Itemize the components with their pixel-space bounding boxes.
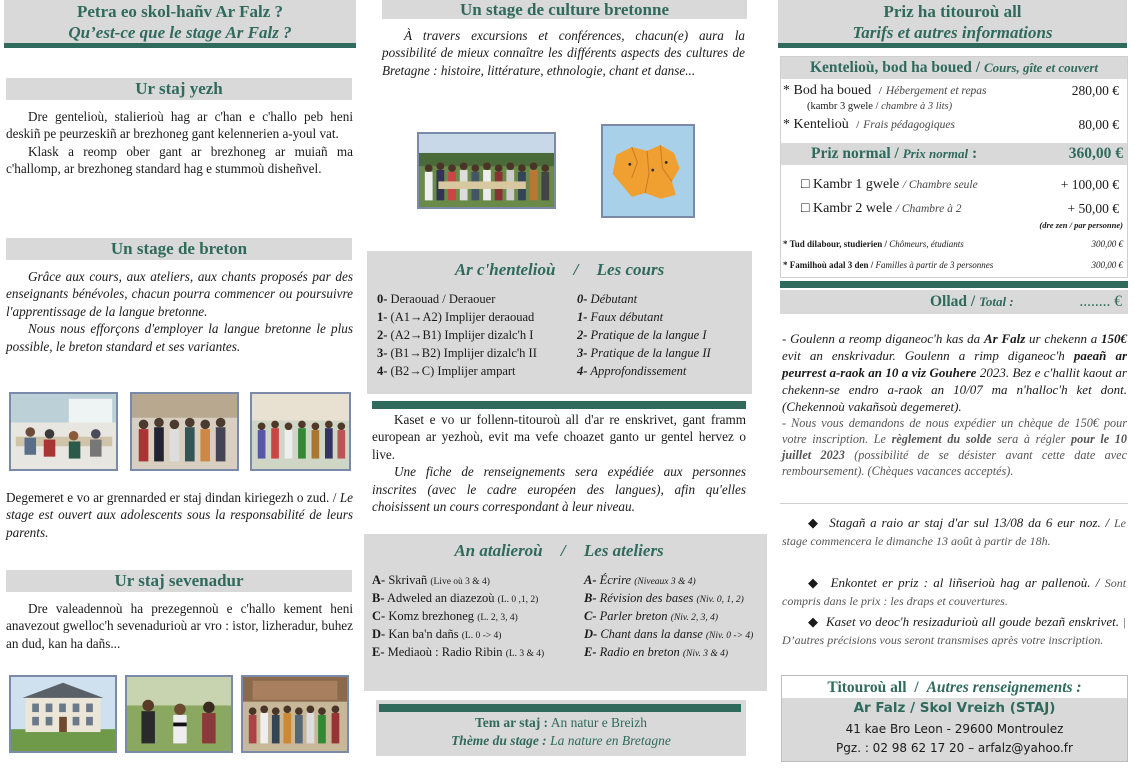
discount-unemployed	[783, 239, 964, 249]
payment-info	[782, 330, 1127, 479]
col2-header: Un stage de culture bretonne	[382, 0, 747, 19]
payment-fr-t2: sera à régler	[991, 432, 1072, 446]
col3-header-br: Priz ha titouroù all	[883, 2, 1022, 21]
stage-breton-p1: Grâce aux cours, aux ateliers, aux chants proposés par des enseignants bénévoles, chacun pourra commencer ou poursuivre l'apprentissage de la langue bretonne.	[6, 269, 353, 319]
section-title-stage-breton: Un stage de breton	[6, 238, 352, 260]
col1-header-br: Petra eo skol-hañv Ar Falz ?	[76, 2, 284, 21]
info-item-start	[782, 514, 1126, 550]
payment-br-t4: 2023. Bez e c'hallit kaout ar chekenn-se endro a-raok an 10/07 ma n'halloc'h ket dont. (Chekennoù vakañsoù degemeret).	[782, 365, 1127, 414]
atelier-fr-level: (Niv. 0 -> 4)	[705, 631, 754, 641]
photo-group-yard	[241, 675, 349, 753]
prices-box	[780, 56, 1128, 278]
total-band	[780, 290, 1128, 314]
col1-header-rule	[4, 43, 356, 48]
form-info	[372, 411, 746, 515]
diamond-icon: ◆	[808, 575, 821, 590]
info-details-text	[782, 613, 1126, 649]
photo-manor	[9, 675, 117, 753]
map-of-brittany	[601, 124, 695, 218]
price-row-lodging-sub	[807, 101, 952, 112]
discount-family	[783, 260, 993, 270]
section-title-staj-yezh: Ur staj yezh	[6, 78, 352, 100]
atelier-br: Skrivañ	[388, 573, 428, 587]
info-start-fr: Le stage commencera le dimanche 13 août à partir de 18h.	[782, 516, 1126, 548]
course-num: 3-	[577, 346, 588, 360]
contact-title-br: Titouroù all	[827, 679, 907, 696]
payment-fr-deadline: pour le 10 juillet 2023	[782, 432, 1127, 462]
price-row-lodging	[783, 83, 987, 99]
course-num: 4-	[577, 364, 588, 378]
normal-price-colon: :	[971, 145, 978, 162]
contact-phone-email[interactable]: Pgz. : 02 98 62 17 20 – arfalz@yahoo.fr	[836, 741, 1073, 755]
course-br: Deraouad / Deraouer	[390, 292, 496, 306]
section-staj-sevenadur-text	[6, 600, 353, 652]
section-staj-yezh-text	[6, 108, 353, 178]
payment-fr-balance: règlement du solde	[891, 432, 992, 446]
info-included-text	[782, 574, 1126, 610]
diamond-icon: ◆	[808, 515, 820, 530]
atelier-c-fr	[584, 609, 718, 624]
col3-header-rule	[778, 43, 1127, 48]
ateliers-title	[364, 541, 754, 561]
lodging-sub-br: (kambr 3 gwele /	[807, 101, 879, 112]
price-discount-unemployed: 300,00 €	[1091, 239, 1123, 249]
course-level-0	[377, 292, 495, 307]
photo-classroom	[9, 392, 118, 471]
section-stage-breton-text	[6, 268, 353, 355]
payment-fr-t3: (possibilité de se désister avant cette date avec remboursement). (Chèques vacances acceptés).	[782, 448, 1127, 478]
price-discount-family: 300,00 €	[1091, 260, 1123, 270]
course-level-0-fr	[577, 292, 637, 307]
normal-price-fr: Prix normal	[902, 146, 969, 161]
normal-price-value: 360,00 €	[1068, 145, 1123, 162]
course-num: 0-	[577, 292, 588, 306]
theme-br-label: Tem ar staj :	[474, 715, 549, 730]
atelier-fr: Radio en breton	[599, 645, 680, 659]
atelier-letter: E-	[584, 645, 597, 659]
courses-rule	[372, 401, 746, 409]
course-fr: Pratique de la langue I	[590, 328, 707, 342]
lodging-fr: Hébergement et repas	[885, 85, 987, 97]
atelier-br: Komz brezhoneg	[388, 609, 475, 623]
contact-details	[782, 698, 1127, 761]
atelier-e	[372, 645, 544, 660]
atelier-br-level: (L. 0 ,1, 2)	[497, 595, 539, 605]
atelier-letter: B-	[372, 591, 385, 605]
photo-outdoor-talk	[125, 675, 233, 753]
room-double-fr: / Chambre à 2	[895, 203, 962, 215]
contact-title	[782, 679, 1127, 697]
courses-title-fr: Les cours	[596, 260, 665, 279]
course-fr: Débutant	[590, 292, 638, 306]
price-lodging: 280,00 €	[1071, 83, 1119, 98]
form-info-br: Kaset e vo ur follenn-titouroù all d'ar re enskrivet, gant framm european ar yezhoù, evit ma vefe choazet ganto ur gentel hervez o live.	[372, 412, 746, 462]
teens-note-fr: Le stage est ouvert aux adolescents sous la responsabilité de leurs parents.	[6, 490, 354, 540]
info-details-br: Kaset vo deoc'h resizadurioù all goude bezañ enskrivet.	[825, 614, 1119, 629]
normal-price-br: Priz normal /	[811, 145, 899, 162]
teens-note-text	[6, 489, 353, 541]
atelier-b	[372, 591, 538, 606]
atelier-br: Kan ba'n dañs	[388, 627, 459, 641]
discount-unemployed-br: * Tud dilabour, studierien /	[783, 239, 887, 249]
atelier-fr-level: (Niv. 3 & 4)	[682, 649, 729, 659]
column-culture-courses	[364, 0, 756, 770]
lodging-br: * Bod ha boued	[783, 83, 872, 98]
ateliers-title-fr: Les ateliers	[583, 541, 664, 560]
room-single	[801, 177, 978, 193]
photo-dance	[250, 392, 351, 471]
lodging-title-br: Kentelioù, bod ha boued /	[809, 59, 981, 76]
teens-note	[6, 489, 353, 541]
course-num: 2-	[577, 328, 588, 342]
discount-family-br: * Familhoù adal 3 den /	[783, 260, 874, 270]
diamond-icon: ◆	[808, 614, 819, 629]
atelier-br-level: (L. 3 & 4)	[505, 649, 545, 659]
info-included-fr: Sont compris dans le prix : les draps et couvertures.	[782, 576, 1127, 608]
total-value: ........ €	[1079, 293, 1122, 310]
course-br: (B1→B2) Implijer dizalc'h II	[390, 346, 537, 360]
course-level-2-fr	[577, 328, 707, 343]
info-included-br: Enkontet er priz : al liñserioù hag ar pallenoù. /	[830, 575, 1100, 590]
atelier-br: Adweled an diazezoù	[386, 591, 495, 605]
form-info-fr: Une fiche de renseignements sera expédiée aux personnes inscrites (avec le cadre européen des langues), afin qu'elles choisissent un cours correspondant à leur niveau.	[372, 464, 746, 515]
course-fr: Faux débutant	[590, 310, 664, 324]
discount-family-fr: Familles à partir de 3 personnes	[875, 260, 994, 270]
room-note: (dre zen / par personne)	[1039, 220, 1123, 230]
lodging-title	[781, 57, 1127, 79]
photo-group-banner	[417, 132, 556, 209]
info-item-included	[782, 574, 1126, 610]
payment-br-t2: ur chekenn a	[1025, 331, 1101, 346]
atelier-fr: Révision des bases	[599, 591, 694, 605]
contact-address: 41 kae Bro Leon - 29600 Montroulez	[845, 722, 1064, 736]
courses-br: * Kentelioù	[783, 117, 849, 132]
course-level-1	[377, 310, 534, 325]
photo-choir	[130, 392, 239, 471]
sep: /	[856, 119, 860, 131]
course-level-3-fr	[577, 346, 711, 361]
atelier-br-level: (L. 2, 3, 4)	[477, 613, 518, 623]
col2-intro-text: À travers excursions et conférences, chacun(e) aura la possibilité de mieux connaître les différents aspects des cultures de Bretagne : histoire, littérature, ethnologie, chant et danse...	[382, 28, 745, 78]
course-num: 1-	[577, 310, 588, 324]
atelier-letter: C-	[372, 609, 386, 623]
theme-br-value: An natur e Breizh	[550, 715, 648, 730]
payment-br	[782, 330, 1127, 415]
info-start-text	[782, 514, 1126, 550]
theme-br	[376, 715, 746, 731]
atelier-letter: D-	[584, 627, 598, 641]
price-courses: 80,00 €	[1078, 117, 1119, 132]
atelier-b-fr	[584, 591, 744, 606]
col3-header	[778, 0, 1127, 44]
stage-breton-p2: Nous nous efforçons d'employer la langue bretonne le plus possible, le breton standard et ses variantes.	[6, 321, 353, 354]
theme-fr-value: La nature en Bretagne	[550, 733, 671, 748]
theme-fr-label: Thème du stage :	[451, 733, 547, 748]
atelier-fr-level: (Niv. 0, 1, 2)	[696, 595, 744, 605]
atelier-e-fr	[584, 645, 728, 660]
atelier-a-fr	[584, 573, 696, 588]
room-single-br[interactable]: □ Kambr 1 gwele	[801, 177, 900, 192]
contact-box	[781, 675, 1128, 762]
atelier-letter: A-	[372, 573, 386, 587]
payment-br-t3: evit an enskrivadur. Goulenn a rimp diganeoc'h	[782, 348, 1074, 363]
atelier-letter: A-	[584, 573, 597, 587]
payment-br-org: Ar Falz	[983, 331, 1026, 346]
room-single-fr: / Chambre seule	[902, 179, 978, 191]
payment-br-amount: 150€	[1101, 331, 1127, 346]
atelier-fr: Parler breton	[599, 609, 668, 623]
col1-header	[4, 0, 356, 44]
info-item-details	[782, 613, 1126, 649]
atelier-d-fr	[584, 627, 753, 642]
payment-fr-t1: - Nous vous demandons de nous expédier un chèque de 150€ pour votre inscription. Le	[782, 416, 1127, 446]
atelier-letter: C-	[584, 609, 597, 623]
atelier-br-level: (Live où 3 & 4)	[430, 577, 490, 587]
total-fr: Total :	[979, 294, 1014, 309]
column-breton-stage	[0, 0, 362, 770]
course-level-2	[377, 328, 533, 343]
atelier-letter: D-	[372, 627, 386, 641]
courses-title	[367, 260, 752, 280]
theme-fr	[376, 733, 746, 749]
course-level-4-fr	[577, 364, 686, 379]
normal-price-band	[781, 143, 1127, 165]
course-level-4	[377, 364, 516, 379]
total-rule	[780, 281, 1128, 288]
course-num: 0-	[377, 292, 388, 306]
col3-header-fr: Tarifs et autres informations	[852, 23, 1053, 42]
course-br: (B2→C) Implijer ampart	[390, 364, 516, 378]
sep: /	[878, 85, 882, 97]
teens-note-br: Degemeret e vo ar grennarded er staj dindan kiriegezh o zud. /	[6, 490, 337, 505]
ateliers-title-sep: /	[560, 541, 566, 560]
price-row-courses	[783, 117, 955, 133]
info-details-fr: | D’autres précisions vous seront transmises après votre inscription.	[782, 615, 1127, 647]
course-num: 2-	[377, 328, 388, 342]
lodging-sub-fr: chambre à 3 lits)	[881, 101, 953, 112]
room-double	[801, 201, 961, 217]
info-box	[780, 503, 1128, 673]
contact-title-fr: Autres renseignements :	[926, 679, 1082, 696]
staj-yezh-p2: Klask a reomp ober gant ar brezhoneg ar muiañ ma c'hallomp, ar brezhoneg standard hag e stummoù disheñvel.	[6, 143, 353, 177]
price-room-single: + 100,00 €	[1060, 177, 1119, 192]
atelier-fr-level: (Niv. 2, 3, 4)	[670, 613, 719, 623]
atelier-letter: B-	[584, 591, 597, 605]
courses-title-br: Ar c'hentelioù	[454, 260, 556, 279]
total-br: Ollad /	[930, 293, 976, 310]
discount-unemployed-fr: Chômeurs, étudiants	[889, 239, 964, 249]
staj-sevenadur-p1: Dre valeadennoù ha prezegennoù e c'hallo kement heni anavezout gwelloc'h sevenadurioù ar vro : istor, lizheradur, buhez an dud, kan ha dañs...	[6, 601, 353, 651]
course-br: (A1→A2) Implijer deraouad	[390, 310, 535, 324]
room-double-br[interactable]: □ Kambr 2 wele	[801, 201, 893, 216]
course-br: (A2→B1) Implijer dizalc'h I	[390, 328, 534, 342]
column-prices-info	[778, 0, 1135, 770]
payment-br-t1: - Goulenn a reomp diganeoc'h kas da	[782, 331, 984, 346]
atelier-br: Mediaoù : Radio Ribin	[387, 645, 503, 659]
atelier-fr-level: (Niveaux 3 & 4)	[634, 577, 696, 587]
contact-title-sep: /	[914, 679, 919, 696]
staj-yezh-p1: Dre gentelioù, stalierioù hag ar c'han e c'hallo peb heni deskiñ pe peurzeskiñ ar brezhoneg gant kelennerien a-youl vat.	[6, 109, 353, 142]
atelier-letter: E-	[372, 645, 385, 659]
course-fr: Approfondissement	[590, 364, 687, 378]
theme-box	[376, 700, 746, 756]
payment-fr	[782, 415, 1127, 479]
col2-intro	[382, 27, 745, 79]
price-room-double: + 50,00 €	[1067, 201, 1119, 216]
courses-title-sep: /	[573, 260, 579, 279]
lodging-title-fr: Cours, gîte et couvert	[983, 60, 1099, 75]
section-title-staj-sevenadur: Ur staj sevenadur	[6, 570, 352, 592]
theme-rule	[379, 704, 741, 712]
course-level-3	[377, 346, 537, 361]
courses-fr: Frais pédagogiques	[863, 119, 955, 131]
course-num: 3-	[377, 346, 388, 360]
atelier-c	[372, 609, 518, 624]
contact-org: Ar Falz / Skol Vreizh (STAJ)	[853, 700, 1056, 716]
course-level-1-fr	[577, 310, 663, 325]
course-num: 1-	[377, 310, 388, 324]
info-start-br: Stagañ a raio ar staj d'ar sul 13/08 da 6 eur noz. /	[829, 515, 1110, 530]
col1-header-fr: Qu’est-ce que le stage Ar Falz ?	[68, 23, 292, 42]
courses-box	[367, 251, 752, 394]
ateliers-box	[364, 534, 767, 691]
payment-br-deadline: paeañ ar peurrest a-raok an 10 a viz Gouhere	[782, 348, 1127, 380]
atelier-fr: Écrire	[599, 573, 632, 587]
atelier-d	[372, 627, 501, 642]
ateliers-title-br: An atalieroù	[454, 541, 543, 560]
atelier-br-level: (L. 0 -> 4)	[461, 631, 502, 641]
course-num: 4-	[377, 364, 388, 378]
course-fr: Pratique de la langue II	[590, 346, 711, 360]
atelier-a	[372, 573, 490, 588]
atelier-fr: Chant dans la danse	[600, 627, 703, 641]
